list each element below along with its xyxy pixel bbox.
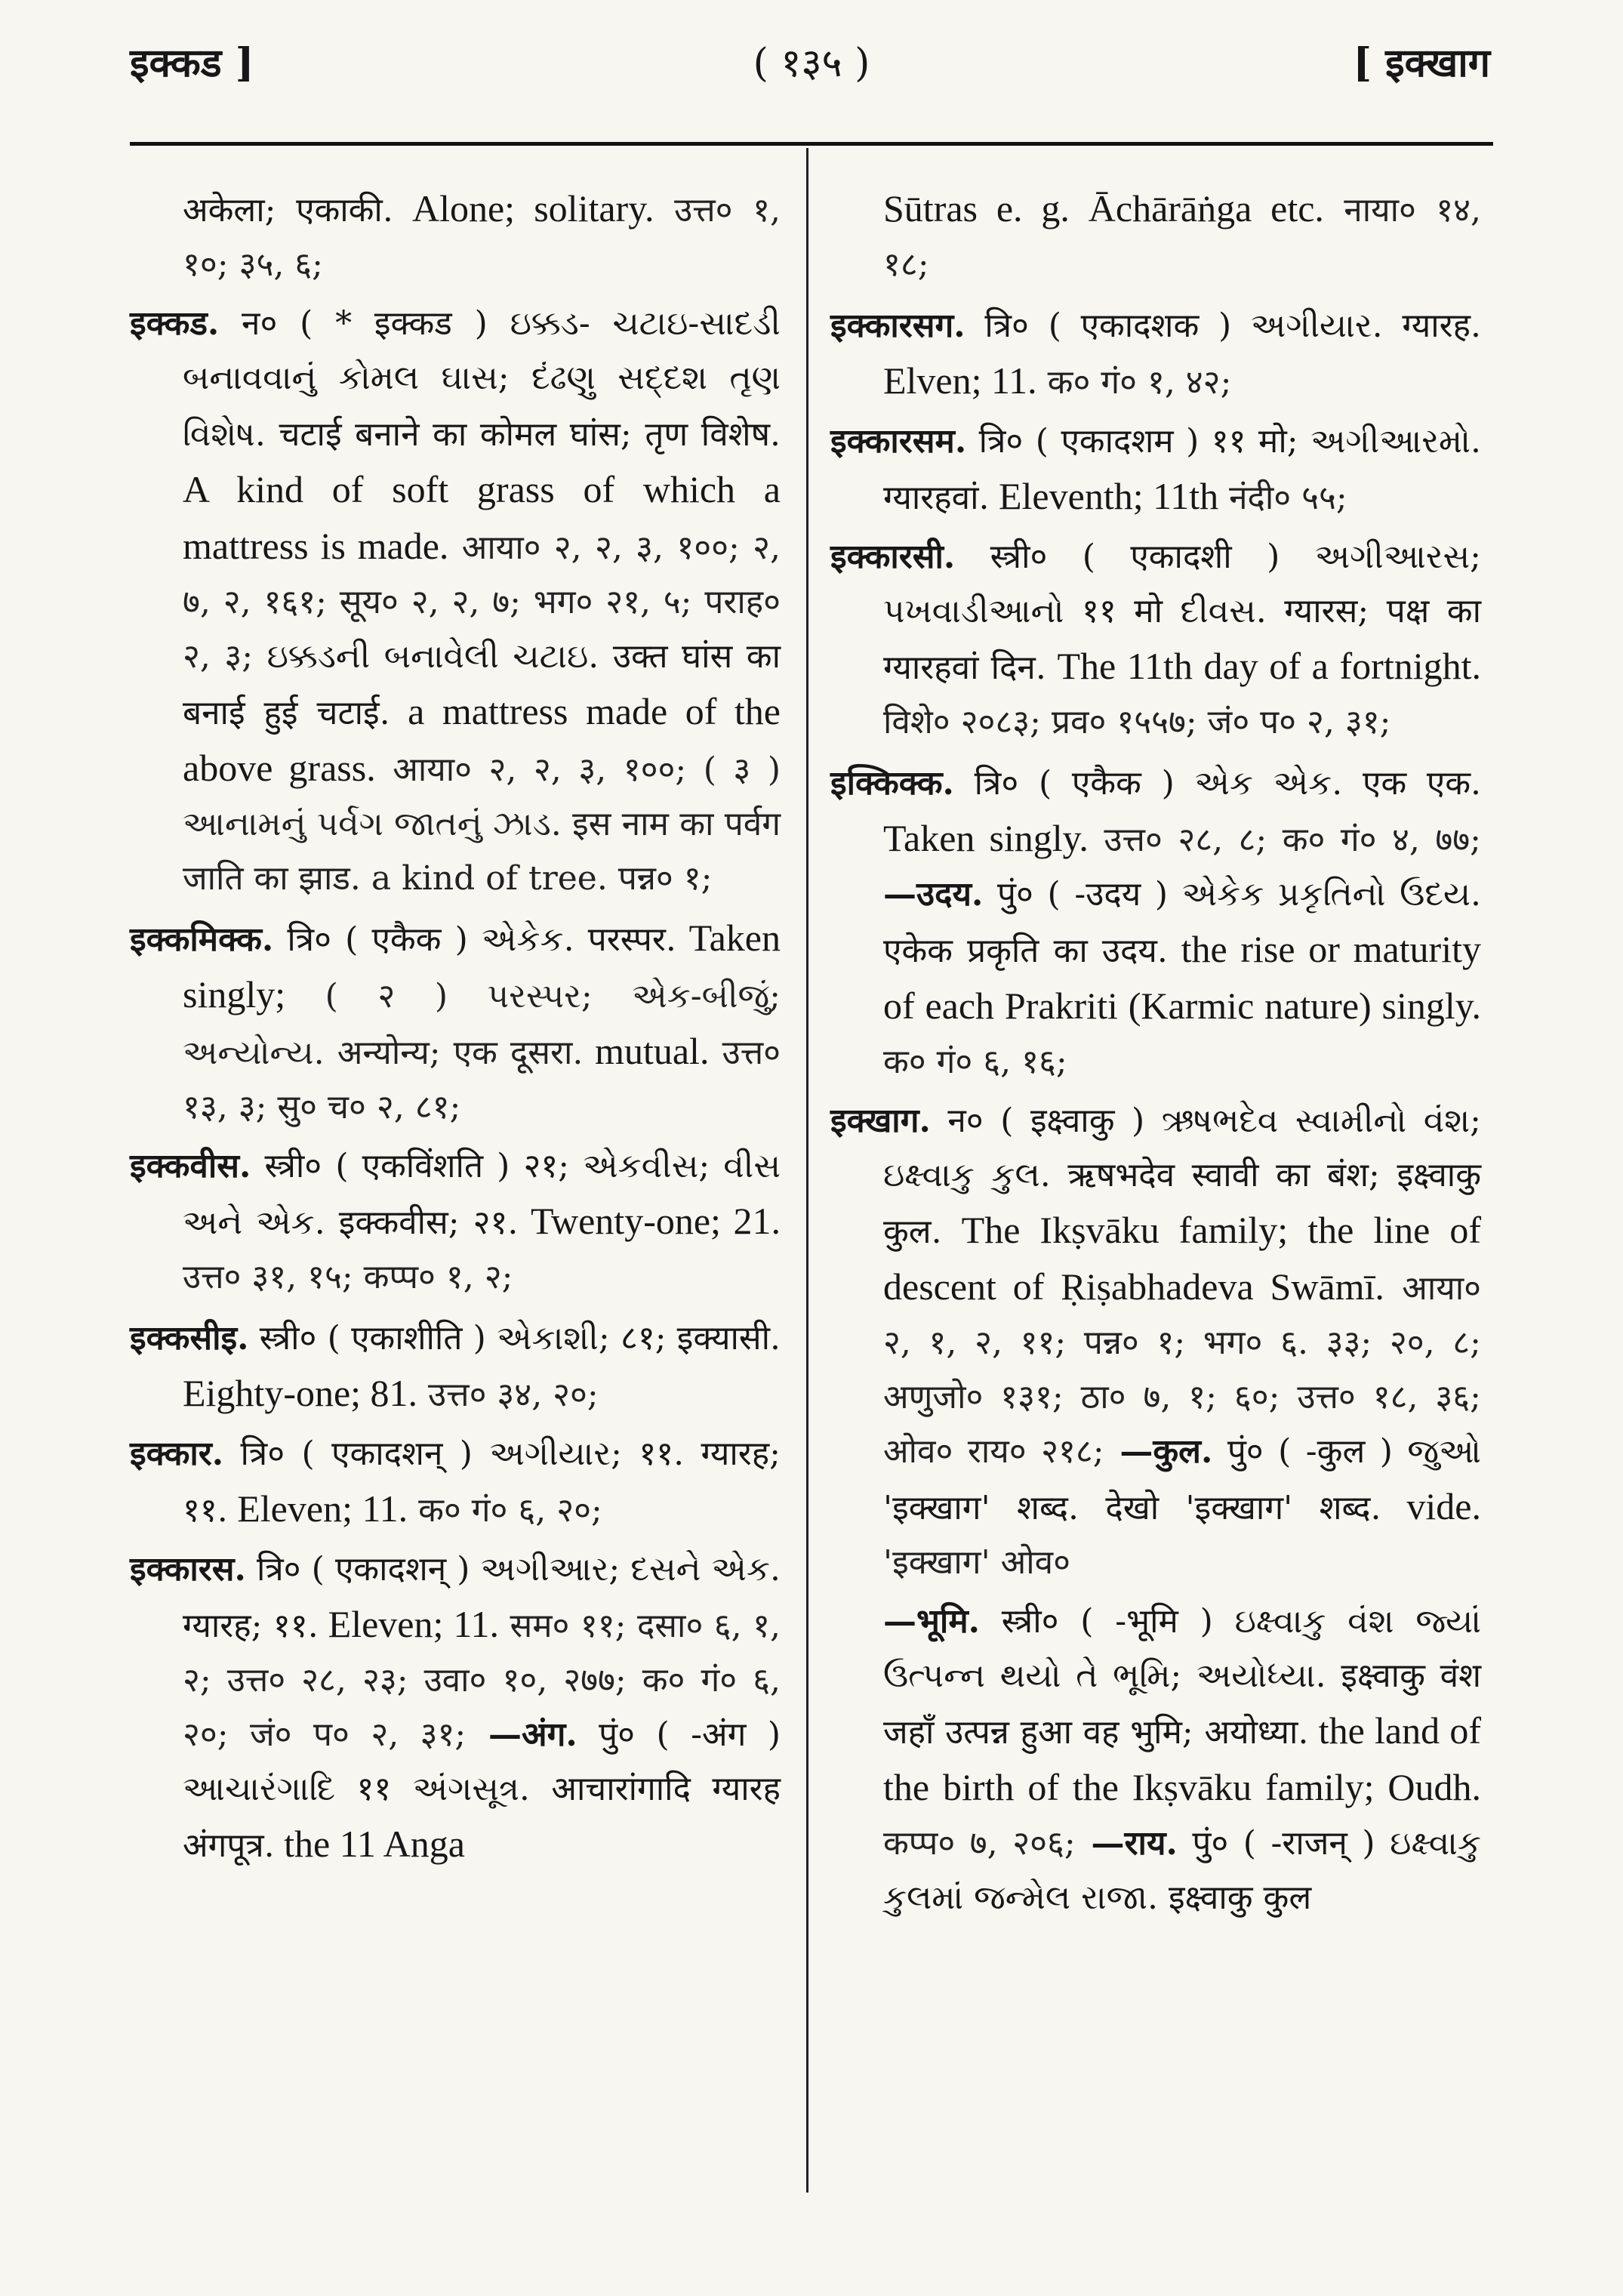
headword: इक्कड. bbox=[130, 304, 220, 343]
headword: इक्कार. bbox=[130, 1435, 224, 1473]
dictionary-entry: इक्कारसग. त्रि० ( एकादशक ) અગીયાર. ग्यारह. Elven; 11. क० गं० १, ४२; bbox=[830, 307, 1481, 402]
column-divider bbox=[806, 148, 808, 2193]
dictionary-entry: इक्कारस. त्रि० ( एकादशन् ) અગીઆર; દસને એક. ग्यारह; ११. Eleven; 11. सम० ११; दसा० ६, १, २; उत्त० २८, २३; उवा० १०, २७७; क० गं० ६, २०; जं० प० २, ३१; —अंग. पुं० ( -अंग ) આચારંગાદિ ११ અંગસૂત્ર. आचारांगादि ग्यारह अंगपूत्र. the 11 Anga bbox=[130, 1550, 781, 1865]
sub-headword: —कुल. bbox=[1104, 1432, 1213, 1471]
dictionary-entry: इक्कवीस. स्त्री० ( एकविंशति ) २१; એકવીસ; વીસ અને એક. इक्कवीस; २१. Twenty-one; 21. उत्त० ३१, १५; कप्प० १, २; bbox=[130, 1147, 781, 1296]
headword: इक्कवीस. bbox=[130, 1147, 251, 1185]
header-left-guideword: इक्कड ] bbox=[130, 40, 254, 86]
dictionary-entry: इक्खाग. न० ( इक्ष्वाकु ) ઋષભદેવ સ્વામીનો વંશ; ઇક્ષ્વાકુ કુલ. ऋषभदेव स्वावी का बंश; इक्ष्वाकु कुल. The Ikṣvāku family; the line of descent of Ṛiṣabhadeva Swāmī. आया० २, १, २, ११; पन्न० १; भग० ६. ३३; २०, ८; अणुजो० १३१; ठा० ७, १; ६०; उत्त० १८, ३६; ओव० राय० २१८; —कुल. पुं० ( -कुल ) જુઓ 'इक्खाग' शब्द. देखो 'इक्खाग' शब्द. vide. 'इक्खाग' ओव० bbox=[830, 1102, 1482, 1582]
sub-headword: —राय. bbox=[1075, 1824, 1178, 1863]
header-right-guideword: [ इक्खाग bbox=[1353, 40, 1490, 86]
dictionary-entry: इक्कारसम. त्रि० ( एकादशम ) ११ मो; અગીઆરમો. ग्यारहवां. Eleventh; 11th नंदी० ५५; bbox=[830, 422, 1481, 517]
headword: इक्कसीइ. bbox=[130, 1319, 249, 1358]
headword: इक्कारसी. bbox=[830, 538, 956, 576]
headword: इक्कारस. bbox=[130, 1550, 246, 1589]
dictionary-entry: इक्किक्क. त्रि० ( एकैक ) એક એક. एक एक. Taken singly. उत्त० २८, ८; क० गं० ४, ७७; —उदय. पुं० ( -उदय ) એકેક પ્રકૃતિનો ઉદય. एकेक प्रकृति का उदय. the rise or maturity of each Prakriti (Karmic nature) singly. क० गं० ६, १६; bbox=[830, 764, 1481, 1081]
left-column bbox=[130, 181, 781, 1878]
header-rule bbox=[130, 142, 1493, 146]
dictionary-entry: इक्कारसी. स्त्री० ( एकादशी ) અગીઆરસ; પખવાડીઆનો ११ मो દીવસ. ग्यारस; पक्ष का ग्यारहवां दिन. The 11th day of a fortnight. विशे० २०८३; प्रव० १५५७; जं० प० २, ३१; bbox=[830, 538, 1482, 741]
dictionary-entry: अकेला; एकाकी. Alone; solitary. उत्त० १, १०; ३५, ६; bbox=[183, 187, 781, 284]
page-number: ( १३५ ) bbox=[753, 41, 870, 86]
right-column bbox=[830, 181, 1481, 1930]
headword: इक्किक्क. bbox=[830, 764, 954, 803]
sub-headword: —भूमि. bbox=[883, 1602, 980, 1641]
dictionary-entry: —भूमि. स्त्री० ( -भूमि ) ઇક્ષ્વાકુ વંશ જ્યાં ઉત્પન્ન થયો તે ભૂમિ; અયોધ્યા. इक्ष्वाकु वंश जहाँ उत्पन्न हुआ वह भुमि; अयोध्या. the land of the birth of the Ikṣvāku family; Oudh. कप्प० ७, २०६; —राय. पुं० ( -राजन् ) ઇક્ષ્વાકુ કુલમાં જન્મેલ રાજા. इक्ष्वाकु कुल bbox=[883, 1602, 1481, 1917]
dictionary-entry: इक्कसीइ. स्त्री० ( एकाशीति ) એકાશી; ८१; इक्यासी. Eighty-one; 81. उत्त० ३४, २०; bbox=[130, 1319, 781, 1414]
headword: इक्कारसम. bbox=[830, 422, 967, 461]
sub-headword: —अंग. bbox=[466, 1715, 577, 1754]
headword: इक्कमिक्क. bbox=[130, 920, 274, 959]
dictionary-entry: इक्कार. त्रि० ( एकादशन् ) અગીયાર; ११. ग्यारह; ११. Eleven; 11. क० गं० ६, २०; bbox=[130, 1435, 781, 1530]
headword: इक्कारसग. bbox=[830, 307, 965, 345]
dictionary-entry: Sūtras e. g. Āchārāṅga etc. नाया० १४, १८; bbox=[883, 187, 1481, 284]
headword: इक्खाग. bbox=[830, 1102, 931, 1140]
sub-headword: —उदय. bbox=[883, 875, 984, 914]
dictionary-entry: इक्कमिक्क. त्रि० ( एकैक ) એકેક. परस्पर. Taken singly; ( २ ) પરસ્પર; એક-બીજું; અન્યોન્ય. अन्योन्य; एक दूसरा. mutual. उत्त० १३, ३; सु० च० २, ८१; bbox=[130, 917, 781, 1126]
dictionary-entry: इक्कड. न० ( * इक्कड ) ઇક્કડ- ચટાઇ-સાદડી બનાવવાનું કોમલ ઘાસ; દંઢણુ સદ્દશ તૃણ વિશેષ. चटाई बनाने का कोमल घांस; तृण विशेष. A kind of soft grass of which a mattress is made. आया० २, २, ३, १००; २, ७, २, १६१; सूय० २, २, ७; भग० २१, ५; पराह० २, ३; ઇક્કડની બનાવેલી ચટાઇ. उक्त घांस का बनाई हुई चटाई. a mattress made of the above grass. आया० २, २, ३, १००; ( ३ ) આનામનું પર્વગ જાતનું ઝાડ. इस नाम का पर्वग जाति का झाड. a kind of tree. पन्न० १; bbox=[130, 304, 781, 898]
